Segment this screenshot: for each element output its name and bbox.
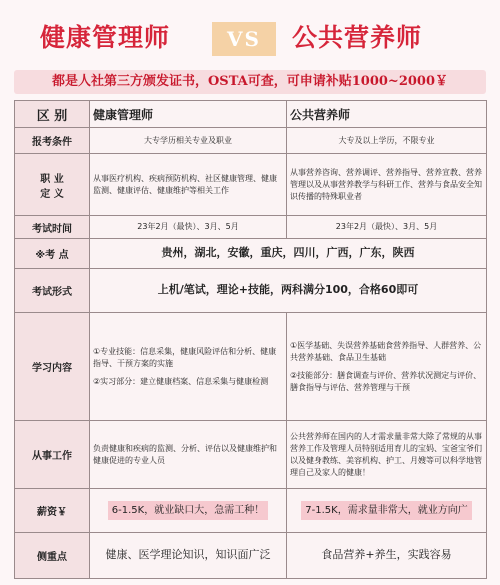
table-header-row	[15, 101, 487, 128]
work-right: 公共营养师在国内的人才需求量非常大除了常规的从事营养工作及管理人员特别适用育儿的宝妈、宝爸宝爷们以及健身教练、美容机构、护工、月嫂等可以科学地管理自己及家人的健康！	[287, 421, 487, 489]
study-right-part2: ②技能部分：膳食调查与评价、营养状况测定与评价、膳食指导与评估、营养管理与干预	[290, 370, 482, 392]
row-label-exam-format: 考试形式	[15, 269, 90, 313]
row-exam-sites	[15, 239, 487, 269]
row-exam-time	[15, 216, 487, 239]
comparison-table	[14, 100, 487, 579]
left-title: 健康管理师	[40, 23, 171, 52]
right-title: 公共营养师	[292, 23, 423, 52]
row-label-requirement: 报考条件	[15, 128, 90, 154]
row-exam-format	[15, 269, 487, 313]
poster-header	[0, 0, 500, 64]
study-left-part1: ①专业技能：信息采集，健康风险评估和分析、健康指导、干预方案的实施	[93, 346, 277, 368]
definition-left: 从事医疗机构、疾病预防机构、社区健康管理、健康监测、健康评估、健康维护等相关工作	[90, 154, 287, 216]
certificate-banner	[14, 70, 486, 94]
exam-time-left: 23年2月（最快）、3月、5月	[90, 216, 287, 239]
study-right-part1: ①医学基础、失误营养基础食营养指导、人群营养、公共营养基础、食品卫生基础	[290, 340, 482, 362]
row-label-work: 从事工作	[15, 421, 90, 489]
exam-sites-value: 贵州，湖北，安徽，重庆，四川，广西，广东，陕西	[90, 239, 487, 269]
focus-left: 健康、医学理论知识，知识面广泛	[90, 533, 287, 579]
banner-text: 都是人社第三方颁发证书，OSTA可查，可申请补贴1000~2000￥	[51, 74, 449, 89]
study-left	[90, 313, 287, 421]
study-left-part2: ②实习部分：建立健康档案、信息采集与健康检测	[93, 376, 269, 386]
column-header-left: 健康管理师	[90, 101, 287, 128]
definition-right: 从事营养咨询、营养调评、营养指导、营养宣教、营养管理以及从事营养教学与科研工作、营养与食品安全知识传播的特殊职业者	[287, 154, 487, 216]
definition-label-line1: 职 业	[40, 173, 64, 185]
salary-right-cell	[287, 489, 487, 533]
row-work	[15, 421, 487, 489]
row-focus	[15, 533, 487, 579]
definition-label-line2: 定 义	[40, 188, 64, 200]
row-label-focus: 侧重点	[15, 533, 90, 579]
vs-badge: VS	[212, 22, 276, 56]
row-label-definition	[15, 154, 90, 216]
row-label-exam-time: 考试时间	[15, 216, 90, 239]
row-salary	[15, 489, 487, 533]
focus-right: 食品营养+养生，实践容易	[287, 533, 487, 579]
row-requirement	[15, 128, 487, 154]
row-label-study: 学习内容	[15, 313, 90, 421]
row-label-diff: 区 别	[15, 101, 90, 128]
row-definition	[15, 154, 487, 216]
row-label-exam-sites: ※考 点	[15, 239, 90, 269]
salary-left: 6-1.5K，就业缺口大，急需工种！	[108, 501, 268, 520]
study-right	[287, 313, 487, 421]
salary-right: 7-1.5K，需求量非常大，就业方向广	[301, 501, 471, 520]
column-header-right: 公共营养师	[287, 101, 487, 128]
exam-format-value: 上机/笔试，理论+技能，两科满分100，合格60即可	[90, 269, 487, 313]
requirement-right: 大专及以上学历，不限专业	[287, 128, 487, 154]
salary-left-cell	[90, 489, 287, 533]
work-left: 负责健康和疾病的监测、分析、评估以及健康维护和健康促进的专业人员	[90, 421, 287, 489]
row-study	[15, 313, 487, 421]
exam-time-right: 23年2月（最快）、3月、5月	[287, 216, 487, 239]
requirement-left: 大专学历相关专业及职业	[90, 128, 287, 154]
row-label-salary: 薪资￥	[15, 489, 90, 533]
